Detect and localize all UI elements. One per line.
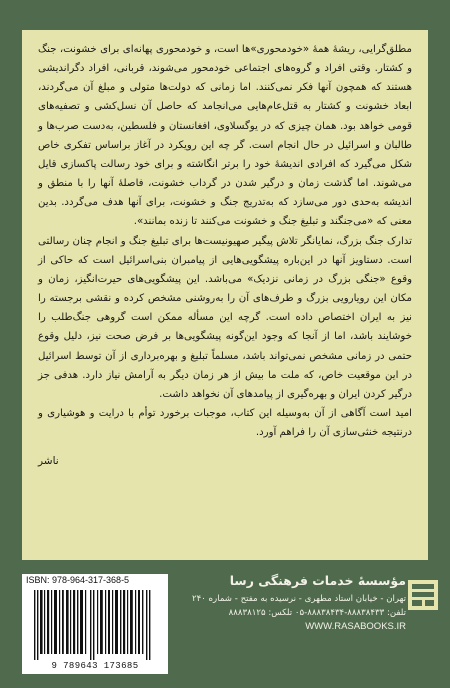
publisher-address: تهران - خیابان استاد مطهری - نرسیده به مفتح - شماره ۲۴۰ bbox=[191, 594, 406, 604]
rasa-publisher-logo-icon bbox=[408, 580, 438, 610]
publisher-phones: تلفن: ۸۸۸۳۸۴۳۳-۸۸۸۳۸۴۳۴-۰۵ تلکس: ۸۸۸۳۸۱۲۵ bbox=[228, 608, 406, 618]
barcode-bars bbox=[30, 590, 160, 660]
body-paragraph-2: تدارک جنگ بزرگ، نمایانگر تلاش پیگیر صهیونیست‌ها برای تبلیغ جنگ و انجام چنان رسالتی است. دستاویز آنها در این‌باره پیشگویی‌هایی از پیامبران بنی‌اسرائیل است که حاکی از وقوع «جنگی بزرگ در زمانی نزدیک» می‌باشد. این پیشگویی‌های حیرت‌انگیز، زمان و مکان این رویارویی بزرگ و طرف‌های آن را به‌روشنی مشخص کرده و نقشی برجسته را نیز به ایران اختصاص داده است. گرچه این مسأله ممکن است گروهی جنگ‌طلب را خوشایند باشد، اما از آنجا که وجود این‌گونه پیشگویی‌ها بر فرض صحت نیز، دلیل وقوع حتمی در زمانی مشخص نمی‌تواند باشد، مسلماً تبلیغ و بهره‌برداری از آن توسط اسرائیل در این موقعیت خاص، که ملت ما بیش از هر زمان دیگر به آرامش نیاز دارد. هدفی جز درگیر کردن ایران و بهره‌گیری از پیامدهای آن نخواهد داشت. bbox=[38, 235, 412, 400]
publisher-website: WWW.RASABOOKS.IR bbox=[305, 621, 406, 632]
bottom-band bbox=[0, 568, 450, 688]
body-paragraph-3: امید است آگاهی از آن به‌وسیله این کتاب، موجبات برخورد توأم با درایت و هوشیاری و درنتیجه خنثی‌سازی آن را فراهم آورد. bbox=[38, 407, 412, 439]
isbn-label: ISBN: 978-964-317-368-5 bbox=[22, 574, 168, 586]
publisher-signature: ناشر bbox=[38, 455, 59, 468]
body-paragraph-1: مطلق‌گرایی، ریشهٔ همهٔ «خودمحوری»ها است، و خودمحوری پهانه‌ای برای خشونت، جنگ و کشتار. وقتی افراد و گروه‌های اجتماعی خودمحور می‌شوند، قربانی، افراد دگراندیشی هستند که همچون آنها فکر نمی‌کنند. اما زمانی که دولت‌ها متولی و مبلغ آن می‌گردند، ابعاد خشونت و کشتار به قتل‌عام‌هایی می‌انجامد که حاصل آن نسل‌کشی و تصفیه‌های قومی خواهد بود. همان چیزی که در یوگسلاوی، افغانستان و فلسطین، به‌دست صرب‌ها و طالبان و اسرائیل در حال انجام است. گر چه این رویکرد در آغاز براساس تفکری خاص شکل می‌گیرد که افرادی اندیشهٔ خود را برتر انگاشته و برای خود رسالت پاکسازی قایل می‌شوند. اما گذشت زمان و درگیر شدن در گرداب خشونت، فاصلهٔ آنها را با منطق و اندیشه به‌حدی دور می‌سازد که به‌تدریج جنگ و خشونت، برای آنها هدف می‌گردد. بدین معنی که «می‌جنگند و تبلیغ جنگ و خشونت می‌کنند تا زنده بمانند». bbox=[38, 44, 412, 228]
publisher-name: مؤسسهٔ خدمات فرهنگی رسا bbox=[229, 573, 406, 588]
barcode-digits: 9 789643 173685 bbox=[51, 661, 139, 671]
back-cover-text-panel bbox=[22, 30, 428, 560]
publisher-info bbox=[176, 570, 406, 634]
barcode bbox=[22, 586, 168, 674]
